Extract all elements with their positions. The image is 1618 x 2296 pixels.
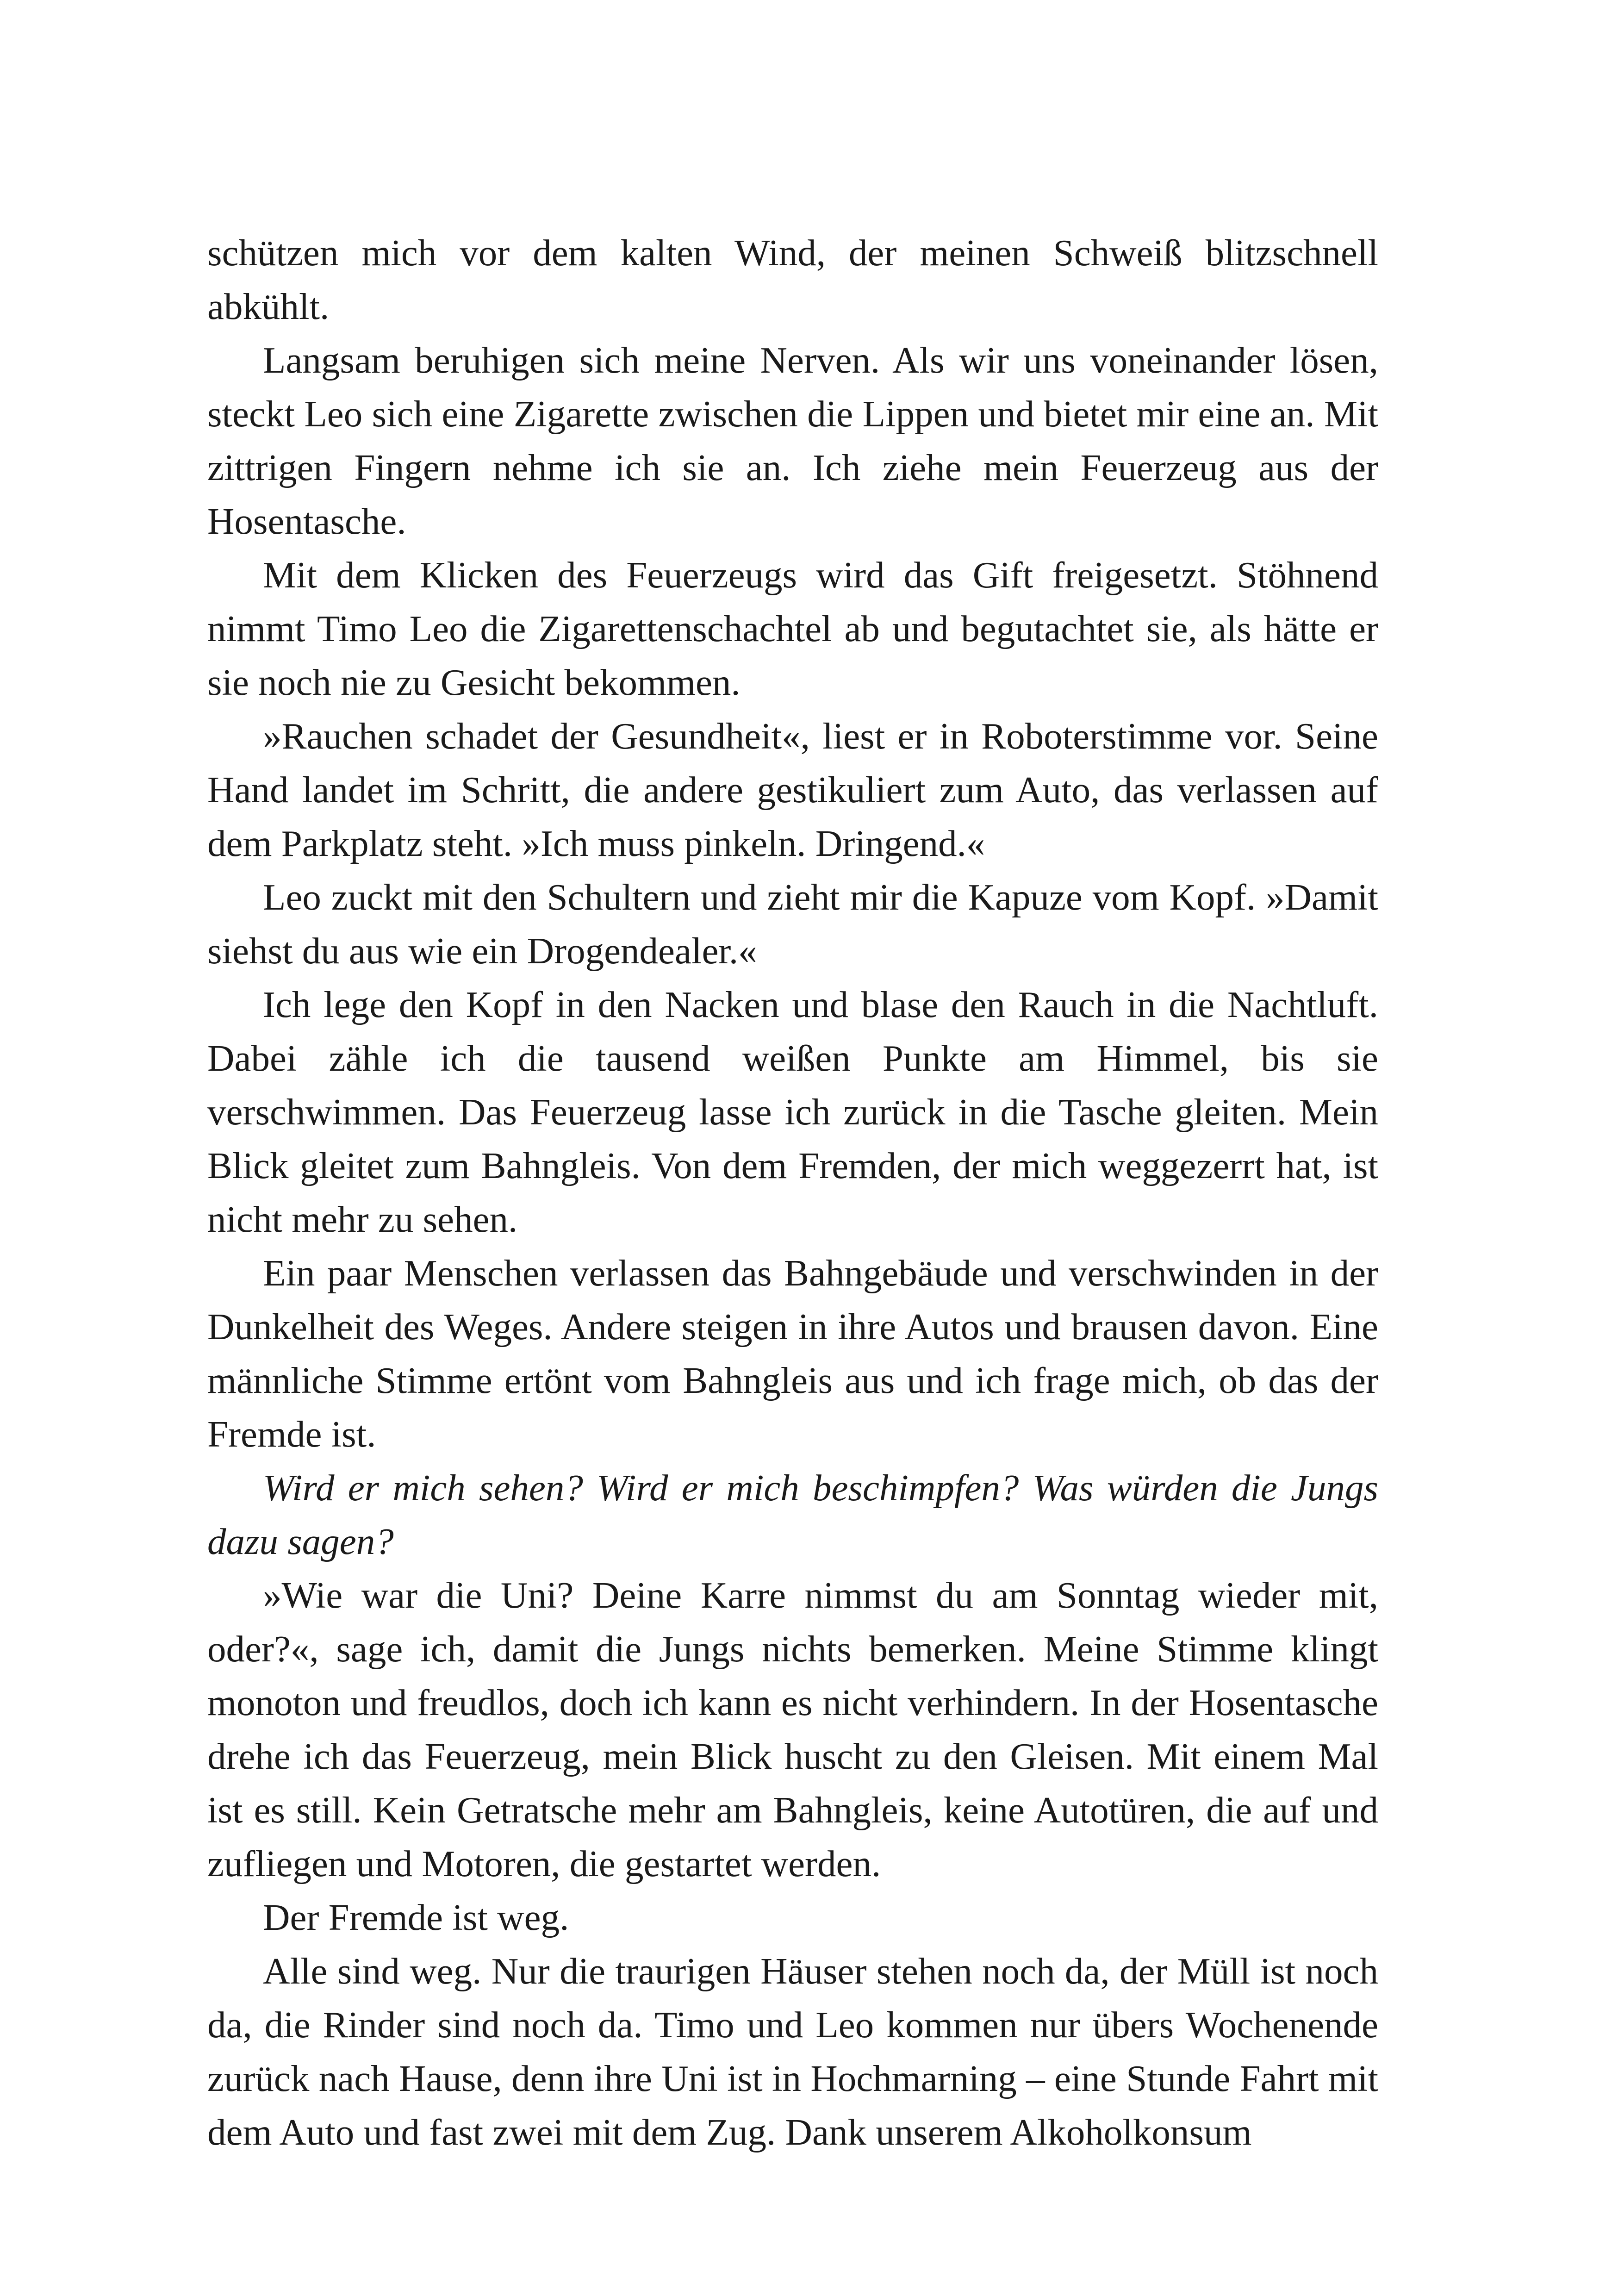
paragraph-9: »Wie war die Uni? Deine Karre nimmst du am Sonntag wieder mit, oder?«, sage ich, damit die Jungs nichts bemerken. Meine Stimme klingt monoton und freudlos, doch ich kann es nicht verhindern. In der Hosentasche drehe ich das Feuerzeug, mein Blick huscht zu den Gleisen. Mit einem Mal ist es still. Kein Getratsche mehr am Bahngleis, keine Autotüren, die auf und zufliegen und Motoren, die gestartet werden. <box>207 1574 1378 1884</box>
paragraph-7: Ein paar Menschen verlassen das Bahngebäude und verschwinden in der Dunkelheit des Weges. Andere steigen in ihre Autos und brausen davon. Eine männliche Stimme ertönt vom Bahngleis aus und ich frage mich, ob das der Fremde ist. <box>207 1252 1378 1455</box>
paragraph-4: »Rauchen schadet der Gesundheit«, liest er in Roboterstimme vor. Seine Hand landet im Schritt, die andere gestikuliert zum Auto, das verlassen auf dem Parkplatz steht. »Ich muss pinkeln. Dringend.« <box>207 715 1378 864</box>
paragraph-6: Ich lege den Kopf in den Nacken und blase den Rauch in die Nachtluft. Dabei zähle ich die tausend weißen Punkte am Himmel, bis sie verschwimmen. Das Feuerzeug lasse ich zurück in die Tasche gleiten. Mein Blick gleitet zum Bahngleis. Von dem Fremden, der mich weggezerrt hat, ist nicht mehr zu sehen. <box>207 984 1378 1240</box>
paragraph-11: Alle sind weg. Nur die traurigen Häuser stehen noch da, der Müll ist noch da, die Rinder sind noch da. Timo und Leo kommen nur übers Wochenende zurück nach Hause, denn ihre Uni ist in Hochmarning – eine Stunde Fahrt mit dem Auto und fast zwei mit dem Zug. Dank unserem Alkoholkonsum <box>207 1950 1378 2153</box>
paragraph-2: Langsam beruhigen sich meine Nerven. Als wir uns voneinander lösen, steckt Leo sich eine Zigarette zwischen die Lippen und bietet mir eine an. Mit zittrigen Fingern nehme ich sie an. Ich ziehe mein Feuerzeug aus der Hosentasche. <box>207 339 1378 542</box>
paragraph-8-italic-thought: Wird er mich sehen? Wird er mich beschimpfen? Was würden die Jungs dazu sagen? <box>207 1467 1378 1562</box>
paragraph-1: schützen mich vor dem kalten Wind, der meinen Schweiß blitzschnell abkühlt. <box>207 232 1378 327</box>
paragraph-5: Leo zuckt mit den Schultern und zieht mir die Kapuze vom Kopf. »Damit siehst du aus wie ein Drogendealer.« <box>207 876 1378 972</box>
paragraph-3: Mit dem Klicken des Feuerzeugs wird das Gift freigesetzt. Stöhnend nimmt Timo Leo die Zigarettenschachtel ab und begutachtet sie, als hätte er sie noch nie zu Gesicht bekommen. <box>207 554 1378 703</box>
body-text <box>207 226 1378 2159</box>
paragraph-10: Der Fremde ist weg. <box>263 1897 569 1938</box>
